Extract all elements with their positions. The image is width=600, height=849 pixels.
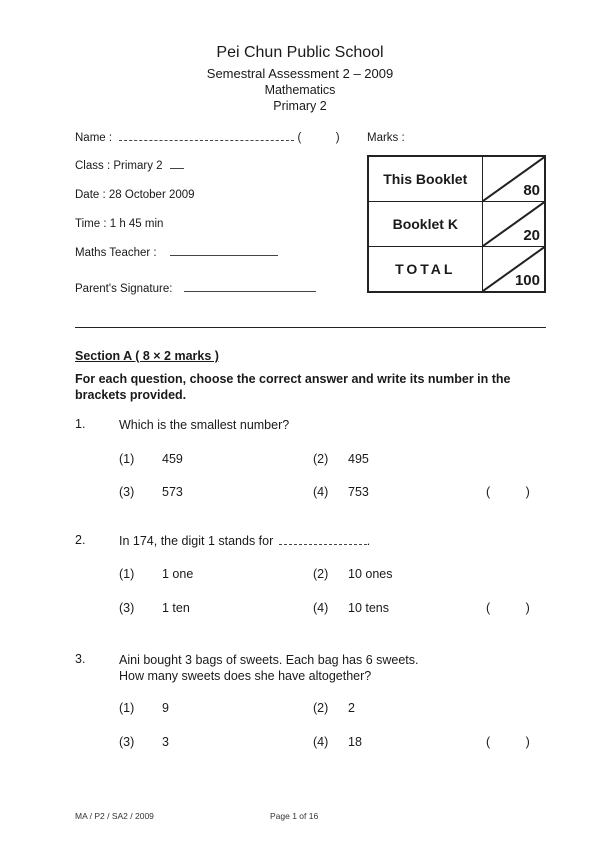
marks-table xyxy=(367,155,546,293)
subject-title: Mathematics xyxy=(264,83,336,97)
question-1-option-3-num: (3) xyxy=(119,485,135,499)
time-value: 1 h 45 min xyxy=(109,218,164,230)
question-1-option-1-num: (1) xyxy=(119,452,135,466)
marks-max-booklet: 80 xyxy=(523,182,540,199)
question-1-option-3-text: 573 xyxy=(162,485,183,499)
question-1-answer-bracket[interactable]: ( ) xyxy=(486,485,546,499)
class-row xyxy=(75,160,184,172)
question-3-option-2-text: 2 xyxy=(348,701,355,715)
signature-label: Parent's Signature: xyxy=(75,283,173,295)
class-field[interactable] xyxy=(170,168,184,169)
marks-label-total: TOTAL xyxy=(368,247,482,293)
question-2-option-4-text: 10 tens xyxy=(348,601,390,615)
marks-row-total xyxy=(368,247,545,293)
question-3-option-4-num: (4) xyxy=(313,735,329,749)
date-label: Date : xyxy=(75,189,106,201)
question-2-option-4-num: (4) xyxy=(313,601,329,615)
question-2-text: In 174, the digit 1 stands for xyxy=(119,534,274,548)
signature-row xyxy=(75,283,316,295)
marks-label: Marks : xyxy=(367,132,405,144)
name-bracket-close: ) xyxy=(335,132,340,144)
question-2-option-2-text: 10 ones xyxy=(348,567,393,581)
question-2-option-3-num: (3) xyxy=(119,601,135,615)
time-row xyxy=(75,218,163,230)
question-1-option-4-text: 753 xyxy=(348,485,369,499)
section-instruction: For each question, choose the correct answer and write its number in the brackets provided. xyxy=(75,372,511,402)
question-1-option-4-num: (4) xyxy=(313,485,329,499)
marks-label-booklet-k: Booklet K xyxy=(368,202,482,247)
signature-field[interactable] xyxy=(184,291,316,292)
question-3-option-1-text: 9 xyxy=(162,701,169,715)
question-3-text-line-1: Aini bought 3 bags of sweets. Each bag has 6 sweets. xyxy=(119,653,419,667)
question-2-answer-bracket[interactable]: ( ) xyxy=(486,601,546,615)
marks-cell-total xyxy=(482,247,545,293)
school-name: Pei Chun Public School xyxy=(216,44,384,61)
question-1-option-1-text: 459 xyxy=(162,452,183,466)
question-3-number: 3. xyxy=(75,652,86,666)
time-label: Time : xyxy=(75,218,107,230)
question-1-text: Which is the smallest number? xyxy=(119,418,290,432)
question-2-blank xyxy=(279,544,367,545)
question-2-option-1-text: 1 one xyxy=(162,567,194,581)
section-title: Section A ( 8 × 2 marks ) xyxy=(75,349,219,363)
question-2-option-2-num: (2) xyxy=(313,567,329,581)
question-2-text-row: In 174, the digit 1 stands for . xyxy=(119,534,371,548)
level-title: Primary 2 xyxy=(273,99,327,113)
name-row xyxy=(75,132,340,144)
name-label: Name : xyxy=(75,132,113,144)
teacher-label: Maths Teacher : xyxy=(75,247,157,259)
date-row xyxy=(75,189,195,201)
question-2-option-3-text: 1 ten xyxy=(162,601,190,615)
footer-code: MA / P2 / SA2 / 2009 xyxy=(75,811,154,821)
question-2-option-1-num: (1) xyxy=(119,567,135,581)
marks-cell-booklet-k xyxy=(482,202,545,247)
question-3-option-3-text: 3 xyxy=(162,735,169,749)
question-3-text-line-2: How many sweets does she have altogether? xyxy=(119,669,372,683)
teacher-field[interactable] xyxy=(170,255,278,256)
name-bracket-open: ( xyxy=(297,132,302,144)
question-3-option-4-text: 18 xyxy=(348,735,362,749)
question-1-number: 1. xyxy=(75,417,86,431)
question-2-number: 2. xyxy=(75,533,86,547)
question-1-option-2-num: (2) xyxy=(313,452,329,466)
marks-max-booklet-k: 20 xyxy=(523,227,540,244)
assessment-title: Semestral Assessment 2 – 2009 xyxy=(206,66,394,81)
footer-page: Page 1 of 16 xyxy=(270,811,319,821)
teacher-row xyxy=(75,247,278,259)
class-value: Primary 2 xyxy=(113,160,163,172)
name-field[interactable] xyxy=(119,140,294,141)
marks-cell-booklet xyxy=(482,156,545,202)
marks-max-total: 100 xyxy=(514,272,540,289)
marks-row-booklet xyxy=(368,156,545,202)
date-value: 28 October 2009 xyxy=(108,189,195,201)
section-divider xyxy=(75,327,546,328)
question-3-answer-bracket[interactable]: ( ) xyxy=(486,735,546,749)
question-3-option-2-num: (2) xyxy=(313,701,329,715)
question-1-option-2-text: 495 xyxy=(348,452,369,466)
class-label: Class : xyxy=(75,160,111,172)
question-3-option-1-num: (1) xyxy=(119,701,135,715)
question-3-option-3-num: (3) xyxy=(119,735,135,749)
marks-row-booklet-k xyxy=(368,202,545,247)
marks-label-booklet: This Booklet xyxy=(368,156,482,202)
